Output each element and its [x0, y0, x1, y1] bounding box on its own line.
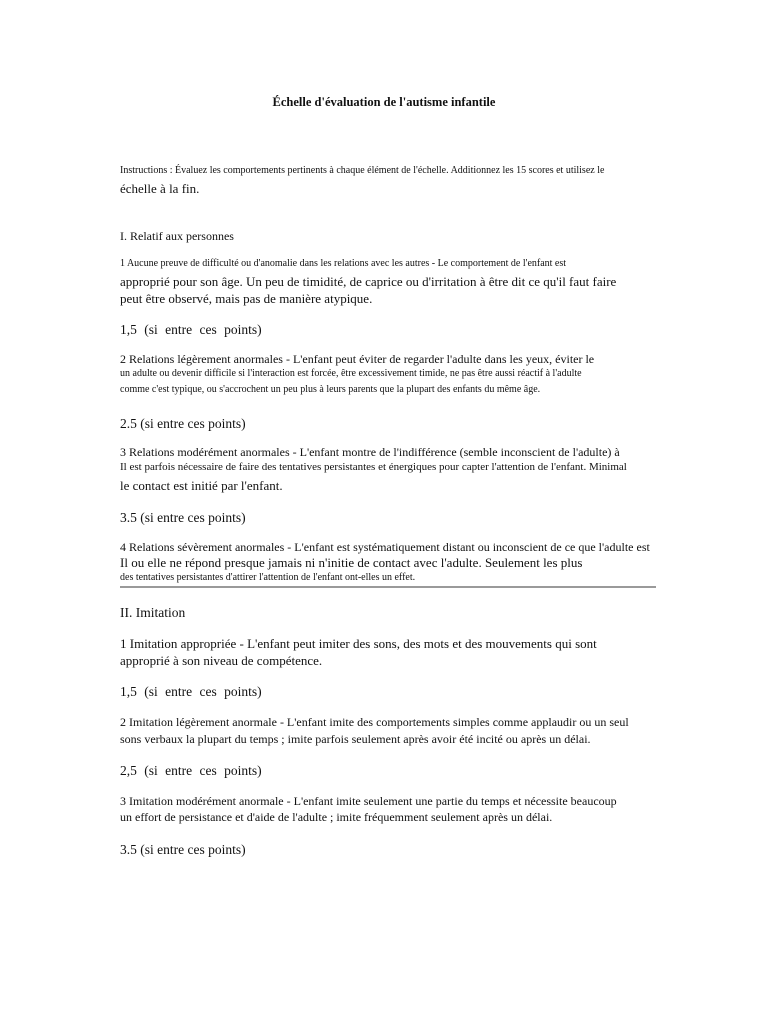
- section-2-item-2-line-1: 2 Imitation légèrement anormale - L'enfant imite des comportements simples comme applaudir ou un seul: [120, 715, 629, 729]
- section-1-item-3-line-3: le contact est initié par l'enfant.: [120, 478, 283, 493]
- section-1-item-2-line-1: 2 Relations légèrement anormales - L'enfant peut éviter de regarder l'adulte dans les yeux, éviter le: [120, 352, 595, 366]
- section-1-item-1-line-3: peut être observé, mais pas de manière atypique.: [120, 291, 373, 306]
- section-1-score-2: 2.5 (si entre ces points): [120, 416, 246, 431]
- section-2-item-3-line-2: un effort de persistance et d'aide de l'adulte ; imite fréquemment seulement après un délai.: [120, 810, 553, 824]
- section-1-heading: I. Relatif aux personnes: [120, 229, 234, 243]
- section-1-item-4-line-3: des tentatives persistantes d'attirer l'attention de l'enfant ont-elles un effet.: [120, 572, 416, 583]
- section-1-item-1-line-2: approprié pour son âge. Un peu de timidité, de caprice ou d'irritation à être dit ce qu'il faut faire: [120, 274, 617, 289]
- section-1-item-3-line-2: Il est parfois nécessaire de faire des tentatives persistantes et énergiques pour capter l'attention de l'enfant. Minimal: [120, 461, 627, 473]
- section-divider: [120, 586, 656, 588]
- section-1-score-3: 3.5 (si entre ces points): [120, 510, 246, 525]
- document-title: Échelle d'évaluation de l'autisme infantile: [272, 95, 496, 109]
- section-2-item-3-line-1: 3 Imitation modérément anormale - L'enfant imite seulement une partie du temps et nécessite beaucoup: [120, 794, 617, 808]
- section-2-item-2-line-2: sons verbaux la plupart du temps ; imite parfois seulement après avoir été incité ou après un délai.: [120, 732, 591, 746]
- section-2-heading: II. Imitation: [120, 605, 186, 620]
- section-1-score-1: 1,5 (si entre ces points): [120, 322, 262, 337]
- instructions-line-1: Instructions : Évaluez les comportements pertinents à chaque élément de l'échelle. Additionnez les 15 scores et utilisez le: [120, 165, 605, 176]
- section-1-item-2-line-3: comme c'est typique, ou s'accrochent un peu plus à leurs parents que la plupart des enfants du même âge.: [120, 384, 541, 395]
- section-2-item-1-line-1: 1 Imitation appropriée - L'enfant peut imiter des sons, des mots et des mouvements qui sont: [120, 636, 597, 651]
- section-1-item-4-line-1: 4 Relations sévèrement anormales - L'enfant est systématiquement distant ou inconscient de ce que l'adulte est: [120, 540, 650, 554]
- section-1-item-4-line-2: Il ou elle ne répond presque jamais ni n'initie de contact avec l'adulte. Seulement les plus: [120, 555, 583, 570]
- section-2-score-3: 3.5 (si entre ces points): [120, 842, 246, 857]
- section-1-item-2-line-2: un adulte ou devenir difficile si l'interaction est forcée, être excessivement timide, ne pas être aussi réactif à l'adulte: [120, 368, 582, 379]
- instructions-line-2: échelle à la fin.: [120, 181, 200, 196]
- section-2-score-2: 2,5 (si entre ces points): [120, 763, 262, 778]
- section-1-item-3-line-1: 3 Relations modérément anormales - L'enfant montre de l'indifférence (semble inconscient de l'adulte) à: [120, 445, 620, 459]
- section-2-score-1: 1,5 (si entre ces points): [120, 684, 262, 699]
- section-1-item-1-line-1: 1 Aucune preuve de difficulté ou d'anomalie dans les relations avec les autres - Le comportement de l'enfant est: [120, 258, 567, 269]
- section-2-item-1-line-2: approprié à son niveau de compétence.: [120, 653, 323, 668]
